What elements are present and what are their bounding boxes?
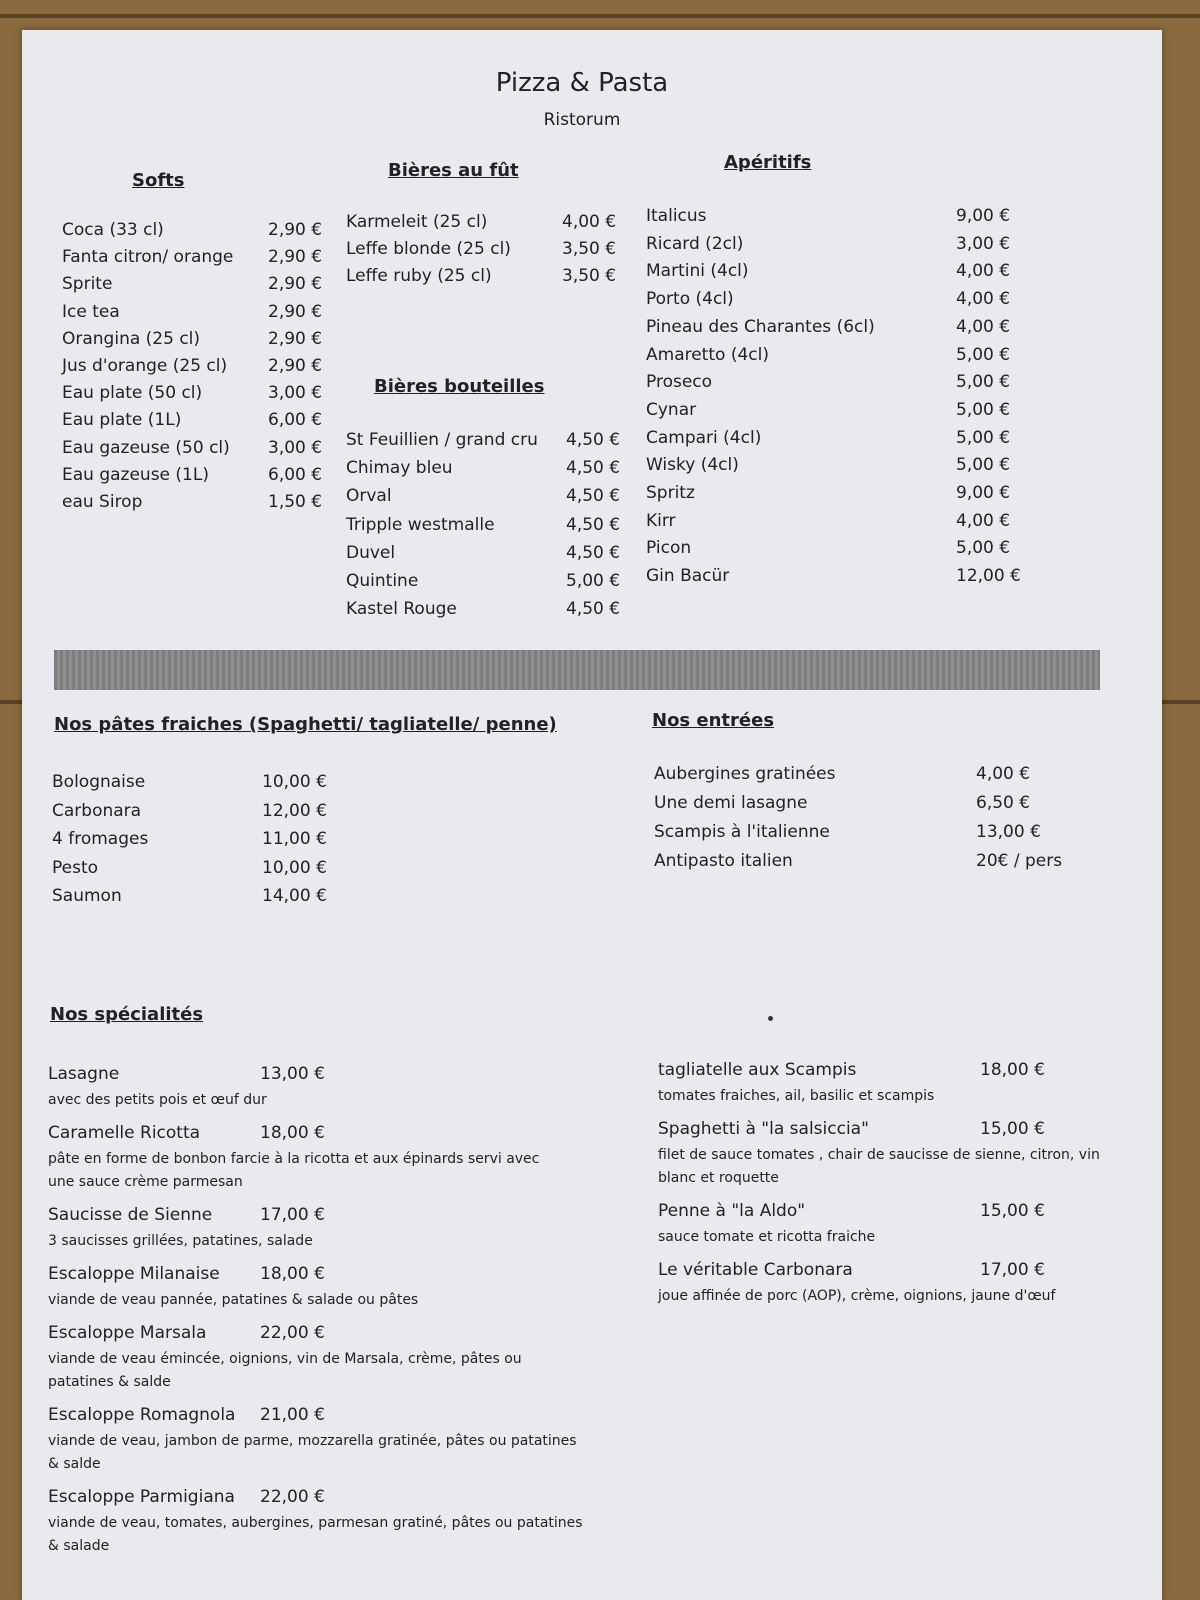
item-name: Pineau des Charantes (6cl) (646, 316, 875, 337)
item-name: Pesto (52, 857, 99, 878)
item-price: 5,00 € (956, 538, 1011, 559)
menu-paper (22, 30, 1162, 1600)
item-price: 5,00 € (566, 571, 621, 591)
item-price: 10,00 € (262, 857, 327, 878)
menu-item (646, 317, 1066, 345)
specialty-name: Caramelle Ricotta (48, 1123, 201, 1143)
item-price: 4,50 € (566, 514, 621, 535)
specialty-description: 3 saucisses grillées, patatines, salade (48, 1233, 313, 1249)
specialty-name: Escaloppe Romagnola (48, 1405, 236, 1425)
specialty-description: viande de veau émincée, oignions, vin de Marsala, crème, pâtes ou (48, 1351, 522, 1367)
menu-item (52, 886, 372, 914)
item-name: Spritz (646, 483, 695, 503)
menu-item (62, 329, 378, 357)
item-name: St Feuillien / grand cru (346, 430, 538, 450)
specialty-price: 13,00 € (260, 1064, 325, 1084)
menu-item (646, 511, 1066, 539)
item-name: Eau gazeuse (1L) (62, 464, 209, 485)
menu-item (646, 428, 1066, 456)
specialty-description: une sauce crème parmesan (48, 1174, 243, 1190)
item-name: Porto (4cl) (646, 289, 734, 310)
item-name: Duvel (346, 542, 396, 563)
item-price: 3,50 € (562, 239, 617, 259)
specialty-item (48, 1405, 370, 1433)
menu-item (646, 372, 1066, 400)
separator-bar (54, 650, 1100, 690)
pastas-heading: Nos pâtes fraiches (Spaghetti/ tagliatelle/ penne) (54, 714, 557, 735)
specialty-description: viande de veau, jambon de parme, mozzarella gratinée, pâtes ou patatines (48, 1433, 577, 1449)
specialty-price: 17,00 € (260, 1205, 325, 1225)
item-price: 2,90 € (268, 247, 323, 268)
specialty-description: & salade (48, 1538, 110, 1554)
menu-item (62, 220, 378, 248)
starters-heading: Nos entrées (652, 710, 775, 731)
menu-item (52, 801, 372, 829)
specialty-item (658, 1119, 1090, 1147)
menu-item (646, 345, 1066, 373)
item-price: 4,50 € (566, 542, 621, 563)
menu-item (646, 289, 1066, 317)
specialty-item (48, 1123, 370, 1151)
specialty-description: avec des petits pois et œuf dur (48, 1092, 267, 1108)
menu-item (346, 266, 672, 294)
item-name: Une demi lasagne (654, 793, 808, 813)
specialty-name: Escaloppe Milanaise (48, 1264, 220, 1284)
item-price: 5,00 € (956, 399, 1011, 420)
menu-item (62, 465, 378, 493)
item-name: Orval (346, 486, 392, 507)
item-price: 2,90 € (268, 274, 323, 295)
specialty-description: tomates fraiches, ail, basilic et scampis (658, 1088, 935, 1104)
item-price: 6,50 € (976, 793, 1031, 813)
item-name: Kirr (646, 510, 676, 531)
specialty-item (48, 1264, 370, 1292)
specialty-price: 15,00 € (980, 1201, 1045, 1221)
item-price: 11,00 € (262, 829, 327, 850)
item-price: 9,00 € (956, 483, 1011, 503)
item-price: 2,90 € (268, 220, 323, 240)
item-price: 4,00 € (976, 764, 1031, 784)
item-price: 4,00 € (562, 212, 617, 232)
item-name: Ice tea (62, 301, 120, 322)
item-name: Leffe ruby (25 cl) (346, 266, 492, 286)
menu-item (346, 458, 676, 486)
item-name: Quintine (346, 571, 419, 591)
item-price: 2,90 € (268, 356, 323, 376)
item-price: 3,50 € (562, 266, 617, 286)
specialty-description: viande de veau, tomates, aubergines, parmesan gratiné, pâtes ou patatines (48, 1515, 583, 1531)
menu-item (654, 851, 1086, 879)
wood-plank (0, 14, 1200, 18)
item-name: Bolognaise (52, 772, 146, 792)
specialty-description: pâte en forme de bonbon farcie à la ricotta et aux épinards servi avec (48, 1151, 540, 1167)
menu-item (62, 492, 378, 520)
menu-subtitle: Ristorum (543, 110, 621, 130)
item-price: 2,90 € (268, 301, 323, 322)
menu-item (62, 410, 378, 438)
menu-item (346, 212, 672, 240)
item-name: Eau gazeuse (50 cl) (62, 437, 230, 458)
menu-item (346, 543, 676, 571)
item-name: Orangina (25 cl) (62, 328, 201, 349)
item-price: 2,90 € (268, 328, 323, 349)
item-name: Sprite (62, 274, 113, 295)
item-name: Antipasto italien (654, 851, 793, 871)
item-name: Eau plate (1L) (62, 410, 182, 431)
item-name: Italicus (646, 206, 707, 226)
specialty-name: Le véritable Carbonara (658, 1260, 853, 1280)
menu-title: Pizza & Pasta (495, 68, 669, 98)
specialty-item (48, 1487, 370, 1515)
item-name: Campari (4cl) (646, 427, 762, 448)
specialty-item (48, 1205, 370, 1233)
menu-item (646, 261, 1066, 289)
item-price: 5,00 € (956, 344, 1011, 365)
menu-item (62, 302, 378, 330)
menu-item (346, 599, 676, 627)
menu-item (346, 486, 676, 514)
specialty-price: 18,00 € (980, 1060, 1045, 1080)
item-name: Amaretto (4cl) (646, 344, 769, 365)
item-name: Martini (4cl) (646, 261, 749, 282)
menu-item (62, 438, 378, 466)
item-name: Karmeleit (25 cl) (346, 212, 488, 232)
specialty-price: 22,00 € (260, 1487, 325, 1507)
specialty-item (48, 1064, 370, 1092)
specialty-description: filet de sauce tomates , chair de saucisse de sienne, citron, vin (658, 1147, 1100, 1163)
item-price: 4,00 € (956, 289, 1011, 310)
menu-item (62, 247, 378, 275)
specialty-description: viande de veau pannée, patatines & salade ou pâtes (48, 1292, 419, 1308)
specialty-name: Escaloppe Marsala (48, 1323, 207, 1343)
item-price: 12,00 € (262, 800, 327, 821)
item-name: Fanta citron/ orange (62, 247, 234, 268)
item-name: eau Sirop (62, 492, 143, 512)
specialty-description: & salde (48, 1456, 101, 1472)
item-name: Eau plate (50 cl) (62, 383, 203, 404)
specialty-price: 17,00 € (980, 1260, 1045, 1280)
specialty-item (658, 1201, 1090, 1229)
item-name: Proseco (646, 372, 713, 393)
menu-item (62, 356, 378, 384)
specialty-item (658, 1260, 1090, 1288)
draft-beers-heading: Bières au fût (388, 160, 519, 181)
item-price: 5,00 € (956, 372, 1011, 393)
specialties-heading: Nos spécialités (50, 1004, 204, 1025)
specialty-name: Escaloppe Parmigiana (48, 1487, 235, 1507)
specialty-price: 18,00 € (260, 1123, 325, 1143)
menu-item (646, 400, 1066, 428)
specialty-price: 15,00 € (980, 1119, 1045, 1139)
item-price: 4,00 € (956, 261, 1011, 282)
item-name: 4 fromages (52, 829, 149, 850)
item-price: 4,50 € (566, 458, 621, 479)
menu-item (646, 234, 1066, 262)
menu-item (346, 430, 676, 458)
item-price: 3,00 € (956, 233, 1011, 254)
specialty-description: patatines & salde (48, 1374, 171, 1390)
menu-item (654, 822, 1086, 850)
menu-item (646, 566, 1066, 594)
item-name: Saumon (52, 886, 122, 907)
item-price: 4,50 € (566, 486, 621, 507)
menu-item (654, 793, 1086, 821)
specialty-name: Penne à "la Aldo" (658, 1201, 806, 1221)
menu-item (346, 571, 676, 599)
ink-dot (768, 1016, 773, 1021)
menu-item (62, 274, 378, 302)
item-price: 4,50 € (566, 430, 621, 450)
item-price: 6,00 € (268, 464, 323, 485)
item-name: Chimay bleu (346, 458, 453, 479)
item-price: 9,00 € (956, 206, 1011, 226)
menu-item (646, 483, 1066, 511)
menu-item (646, 455, 1066, 483)
item-name: Leffe blonde (25 cl) (346, 239, 511, 259)
specialty-name: Lasagne (48, 1064, 120, 1084)
item-name: Carbonara (52, 800, 142, 821)
item-name: Aubergines gratinées (654, 764, 836, 784)
item-price: 12,00 € (956, 566, 1021, 587)
menu-item (646, 206, 1066, 234)
specialty-price: 21,00 € (260, 1405, 325, 1425)
menu-item (654, 764, 1086, 792)
softs-heading: Softs (132, 170, 185, 191)
menu-item (346, 515, 676, 543)
specialty-name: Spaghetti à "la salsiccia" (658, 1119, 869, 1139)
item-price: 1,50 € (268, 492, 323, 512)
specialty-item (48, 1323, 370, 1351)
item-name: Coca (33 cl) (62, 220, 164, 240)
specialty-price: 18,00 € (260, 1264, 325, 1284)
menu-item (646, 538, 1066, 566)
item-price: 5,00 € (956, 427, 1011, 448)
menu-item (346, 239, 672, 267)
item-price: 4,00 € (956, 510, 1011, 531)
item-name: Tripple westmalle (346, 514, 495, 535)
item-name: Wisky (4cl) (646, 455, 739, 476)
item-price: 3,00 € (268, 437, 323, 458)
item-name: Ricard (2cl) (646, 233, 744, 254)
specialty-name: tagliatelle aux Scampis (658, 1060, 857, 1080)
menu-item (52, 858, 372, 886)
item-name: Picon (646, 538, 692, 559)
bottle-beers-heading: Bières bouteilles (374, 376, 545, 397)
aperitifs-heading: Apéritifs (724, 152, 812, 173)
specialty-description: sauce tomate et ricotta fraiche (658, 1229, 876, 1245)
specialty-name: Saucisse de Sienne (48, 1205, 213, 1225)
item-price: 6,00 € (268, 410, 323, 431)
menu-item (62, 383, 378, 411)
item-name: Scampis à l'italienne (654, 822, 830, 842)
specialty-item (658, 1060, 1090, 1088)
specialty-description: blanc et roquette (658, 1170, 779, 1186)
item-price: 13,00 € (976, 822, 1041, 842)
item-price: 4,00 € (956, 316, 1011, 337)
item-price: 14,00 € (262, 886, 327, 907)
item-price: 3,00 € (268, 383, 323, 404)
item-price: 4,50 € (566, 599, 621, 620)
item-name: Jus d'orange (25 cl) (62, 356, 228, 376)
item-price: 10,00 € (262, 772, 327, 792)
item-price: 20€ / pers (976, 851, 1063, 871)
menu-item (52, 772, 372, 800)
item-price: 5,00 € (956, 455, 1011, 476)
item-name: Cynar (646, 399, 697, 420)
specialty-description: joue affinée de porc (AOP), crème, oignions, jaune d'œuf (658, 1288, 1056, 1304)
menu-item (52, 829, 372, 857)
item-name: Kastel Rouge (346, 599, 457, 620)
item-name: Gin Bacür (646, 566, 730, 587)
specialty-price: 22,00 € (260, 1323, 325, 1343)
